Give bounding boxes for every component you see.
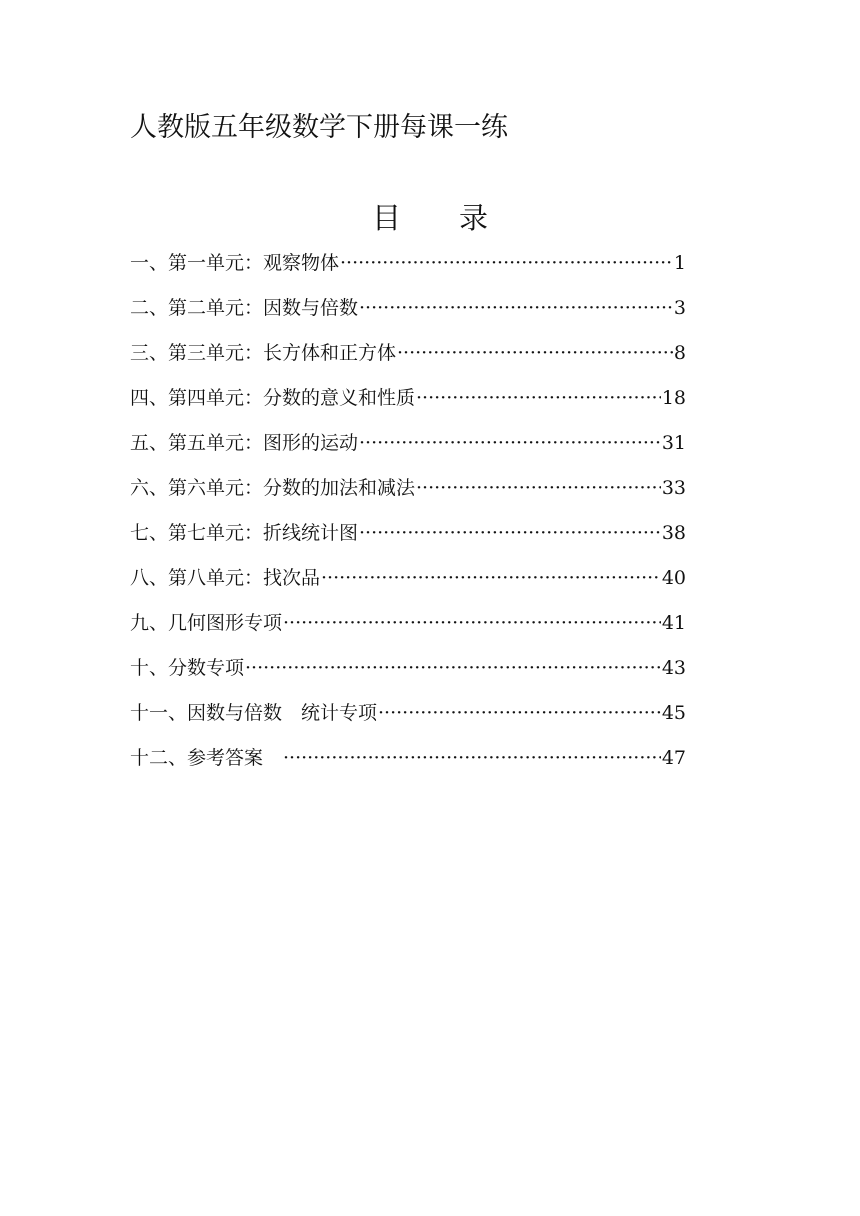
- toc-item-label: 三、第三单元：长方体和正方体: [130, 342, 397, 364]
- toc-item-page: 41: [661, 612, 686, 634]
- toc-item[interactable]: [130, 428, 686, 473]
- toc-item-label: 十一、因数与倍数 统计专项: [130, 702, 378, 724]
- toc-leader-dots: [416, 473, 661, 503]
- toc-item-label: 六、第六单元：分数的加法和减法: [130, 477, 416, 499]
- toc-leader-dots: [397, 338, 673, 368]
- toc-item-page: 45: [661, 702, 686, 724]
- toc-item-label: 一、第一单元：观察物体: [130, 252, 340, 274]
- toc-item-page: 40: [661, 567, 686, 589]
- toc-item-label: 七、第七单元：折线统计图: [130, 522, 359, 544]
- toc-item-page: 1: [673, 252, 686, 274]
- toc-item[interactable]: [130, 383, 686, 428]
- toc-item-page: 8: [673, 342, 686, 364]
- toc-item-page: 47: [661, 747, 686, 769]
- toc-heading: [0, 196, 860, 240]
- toc-leader-dots: [359, 293, 673, 323]
- toc-item-label: 五、第五单元：图形的运动: [130, 432, 359, 454]
- toc-item[interactable]: [130, 608, 686, 653]
- toc-item-label: 十、分数专项: [130, 657, 245, 679]
- toc-item[interactable]: [130, 518, 686, 563]
- toc-item-page: 3: [673, 297, 686, 319]
- toc-heading-right: 录: [459, 201, 489, 235]
- toc-item-page: 31: [661, 432, 686, 454]
- toc-leader-dots: [359, 518, 661, 548]
- toc-leader-dots: [283, 743, 661, 773]
- toc-item-page: 43: [661, 657, 686, 679]
- toc-item-label: 二、第二单元：因数与倍数: [130, 297, 359, 319]
- toc-item[interactable]: [130, 293, 686, 338]
- toc-item-page: 33: [661, 477, 686, 499]
- toc-leader-dots: [340, 248, 673, 278]
- toc-item[interactable]: [130, 338, 686, 383]
- toc-item[interactable]: [130, 743, 686, 788]
- toc-heading-left: 目: [371, 201, 401, 235]
- toc-leader-dots: [245, 653, 661, 683]
- toc-leader-dots: [416, 383, 661, 413]
- toc-leader-dots: [321, 563, 661, 593]
- toc-item[interactable]: [130, 653, 686, 698]
- toc-item-label: 十二、参考答案: [130, 747, 283, 769]
- toc-leader-dots: [283, 608, 661, 638]
- toc-list: [130, 248, 686, 788]
- toc-item[interactable]: [130, 698, 686, 743]
- toc-item-label: 四、第四单元：分数的意义和性质: [130, 387, 416, 409]
- toc-item-page: 38: [661, 522, 686, 544]
- toc-item-page: 18: [661, 387, 686, 409]
- toc-item[interactable]: [130, 248, 686, 293]
- document-title: 人教版五年级数学下册每课一练: [130, 112, 508, 143]
- toc-leader-dots: [359, 428, 661, 458]
- toc-leader-dots: [378, 698, 661, 728]
- toc-item-label: 九、几何图形专项: [130, 612, 283, 634]
- toc-item[interactable]: [130, 563, 686, 608]
- toc-item[interactable]: [130, 473, 686, 518]
- toc-item-label: 八、第八单元：找次品: [130, 567, 321, 589]
